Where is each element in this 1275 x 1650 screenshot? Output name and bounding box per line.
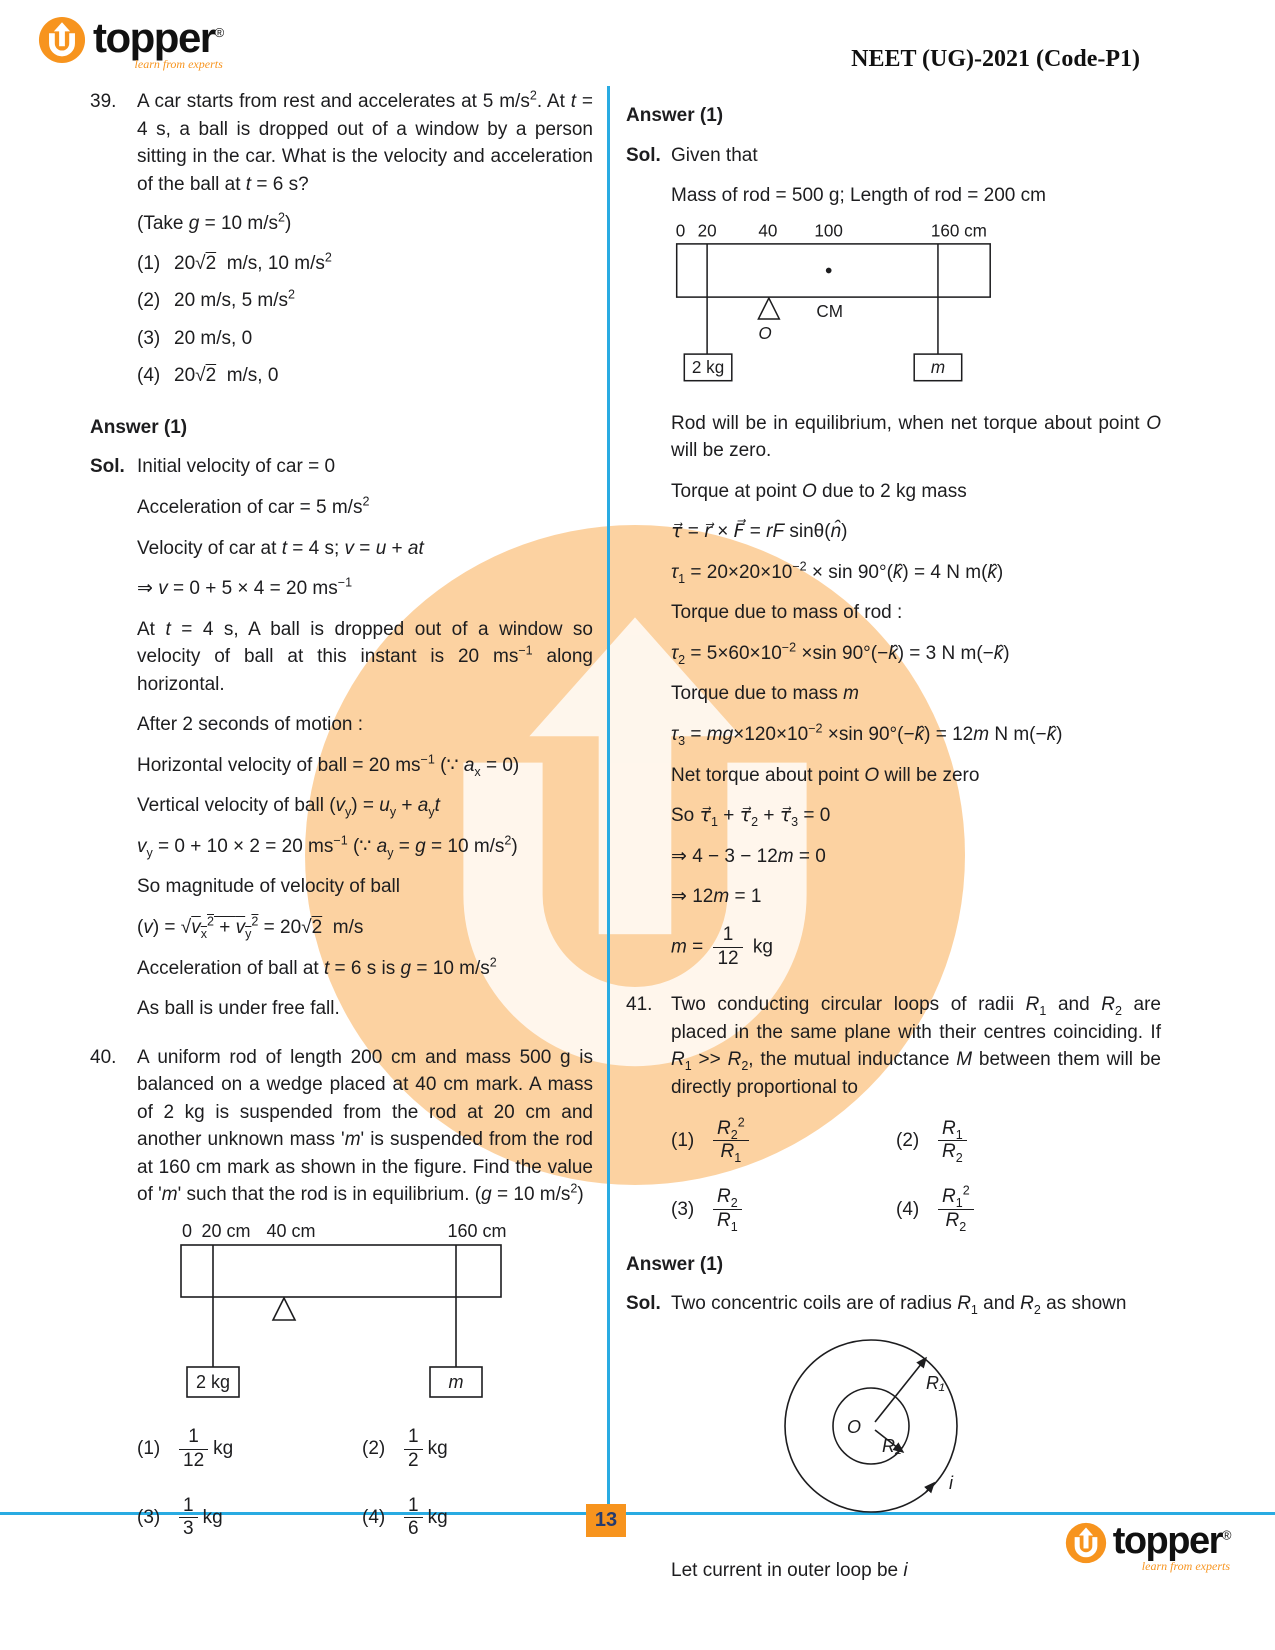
ruler-label-20: 20	[697, 222, 717, 240]
ruler-label-0: 0	[675, 222, 686, 240]
fraction	[938, 1183, 974, 1234]
sol-line: Horizontal velocity of ball = 20 $ms^{-1}$ (∵ $a_x = 0$)	[137, 752, 520, 779]
question-40-number: 40.	[90, 1046, 117, 1068]
logo-wordmark	[93, 16, 223, 60]
current-direction-arrow	[926, 1483, 934, 1492]
option-text: 20 m/s, 0	[174, 327, 253, 349]
option-number: (1)	[671, 1130, 695, 1152]
ruler-label-40cm: 40 cm	[266, 1220, 316, 1241]
sol-line: Acceleration of car = 5 $m/s^2$	[137, 494, 370, 519]
current-label-i: i	[949, 1472, 953, 1493]
fraction-numerator: $R_1^2$	[938, 1186, 974, 1210]
footer-topper-logo	[1065, 1522, 1230, 1575]
question-41-option-4	[896, 1183, 1161, 1234]
fraction-denominator: 3	[183, 1518, 194, 1540]
fraction	[404, 1495, 423, 1542]
concentric-loops-figure	[776, 1331, 1006, 1541]
sol-line: Rod will be in equilibrium, when net torque about point O will be zero.	[671, 412, 1161, 462]
page-number-badge: 13	[586, 1504, 626, 1537]
sol-line: At t = 4 s, A ball is dropped out of a window so velocity of ball at this instant is 20 $ms^{-1}$ along horizontal.	[137, 618, 593, 695]
option-text: 20√2 m/s, 10 $m/s^2$	[174, 250, 332, 274]
sol-line: ⇒ 12m = 1	[671, 886, 762, 908]
column-divider	[607, 86, 610, 1512]
option-text: 20√2 m/s, 0	[174, 365, 279, 387]
option-text: 20 m/s, 5 $m/s^2$	[174, 287, 296, 312]
sol-label: Sol.	[90, 456, 125, 478]
fraction	[938, 1118, 967, 1165]
question-39-option-3	[137, 325, 593, 353]
wedge-icon	[758, 298, 779, 319]
fraction-denominator: $R_1$	[720, 1141, 742, 1166]
logo-text-wrap	[1113, 1522, 1230, 1575]
fraction-denominator: 12	[183, 1449, 205, 1471]
rod-figure-solution	[671, 223, 1051, 394]
question-39-option-1	[137, 250, 593, 278]
sol-equation: τ⃗ = r⃗ × F⃗ = rF sinθ(n̂)	[671, 521, 848, 543]
ruler-label-160cm: 160 cm	[930, 222, 987, 240]
question-39-number: 39.	[90, 91, 117, 112]
sol-equation: $\tau_1 = 20\times 20\times 10^{-2} \times \sin$ 90°(k̂) = 4 N m(k̂)	[671, 559, 1004, 586]
right-column	[626, 88, 1161, 1605]
logo-text-wrap	[93, 16, 223, 73]
option-number: (3)	[137, 1507, 161, 1529]
question-40-answer: Answer (1)	[626, 105, 724, 126]
sol-line: Initial velocity of car = 0	[137, 456, 336, 478]
sol-line: $v_y = 0 + 10 \times 2 = 20$ $ms^{-1}$ (∵ $a_y = g = 10$ $m/s^2$)	[137, 833, 518, 860]
question-41-option-3	[671, 1186, 896, 1233]
topper-u-logo-icon	[38, 16, 86, 64]
question-40-option-2	[362, 1426, 593, 1473]
option-number: (4)	[137, 365, 161, 387]
centre-label-O: O	[846, 1416, 862, 1437]
question-41-text: Two conducting circular loops of radii $R_1$ and $R_2$ are placed in the same plane with their centres coinciding. If $R_1 >> R_2$, the mutual inductance M between them will be directly proportional to	[671, 994, 1161, 1098]
ruler-label-40: 40	[758, 222, 778, 240]
sol-line: So magnitude of velocity of ball	[137, 876, 400, 898]
registered-mark: ®	[1221, 1527, 1230, 1543]
rod	[677, 244, 991, 297]
question-40-option-1	[137, 1426, 362, 1473]
sol-equation: So $\tau⃗_1$ + $\tau⃗_2$ + $\tau⃗_3 = 0$	[671, 805, 831, 829]
question-40-solution	[626, 142, 1161, 984]
radius-label-R2: R₂	[882, 1435, 902, 1456]
pivot-label-O: O	[758, 323, 772, 343]
mass-label-m: m	[930, 357, 946, 377]
question-39-text: A car starts from rest and accelerates at 5 $m/s^2$. At t = 4 s, a ball is dropped out of a window by a person sitting in the car. What is the velocity and acceleration of the ball at t = 6 s?	[137, 88, 593, 195]
question-40	[90, 1044, 593, 1545]
fraction-denominator: 6	[408, 1518, 419, 1540]
fraction	[404, 1426, 423, 1473]
sol-equation: $\tau_2 = 5\times 60\times 10^{-2} \times\sin$ 90°(−k̂) = 3 N m(−k̂)	[671, 640, 1010, 667]
ruler-label-160cm: 160 cm	[447, 1220, 507, 1241]
sol-line: Mass of rod = 500 g; Length of rod = 200 cm	[671, 185, 1046, 207]
question-41-option-2	[896, 1118, 1161, 1165]
sol-equation: m = $\frac{1}{12}$ kg	[671, 923, 773, 969]
fraction	[713, 1115, 749, 1166]
sol-line: Acceleration of ball at t = 6 s is g = 10 $m/s^2$	[137, 955, 497, 979]
question-41	[626, 991, 1161, 1236]
wedge-icon	[273, 1298, 295, 1320]
option-number: (2)	[137, 290, 161, 312]
option-number: (1)	[137, 1438, 161, 1460]
question-39-solution	[90, 453, 593, 1035]
sol-line: Given that	[671, 144, 758, 166]
sol-equation: $\tau_3 = mg\times 120\times 10^{-2} \times\sin$ 90°(−k̂) = 12m N m(−k̂)	[671, 721, 1063, 748]
fraction-denominator: $R_1$	[717, 1209, 738, 1234]
fraction-numerator: 1	[404, 1495, 423, 1519]
mass-label-m: m	[448, 1371, 464, 1392]
logo-wordmark	[1113, 1522, 1230, 1562]
mass-label-2kg: 2 kg	[195, 1371, 231, 1392]
sol-label: Sol.	[626, 144, 661, 166]
question-40-text: A uniform rod of length 200 cm and mass 500 g is balanced on a wedge placed at 40 cm mark. A mass of 2 kg is suspended from the rod at 20 cm and another unknown mass 'm' is suspended from the rod at 160 cm mark as shown in the figure. Find the value of 'm' such that the rod is in equilibrium. (g = 10 $m/s^2$)	[137, 1046, 593, 1206]
sol-line: Torque at point O due to 2 kg mass	[671, 480, 967, 502]
brand-name: topper	[93, 14, 215, 61]
fraction	[179, 1495, 198, 1542]
fraction-numerator: 1	[179, 1426, 208, 1450]
option-number: (3)	[671, 1198, 695, 1220]
option-unit: kg	[213, 1438, 234, 1460]
question-41-option-1	[671, 1115, 896, 1166]
fraction-denominator: 2	[408, 1449, 419, 1471]
option-number: (1)	[137, 252, 161, 274]
ruler-label-20cm: 20 cm	[201, 1220, 251, 1241]
fraction-numerator: 1	[404, 1426, 423, 1450]
question-41-options	[671, 1114, 1161, 1237]
fraction	[713, 1186, 742, 1233]
fraction	[179, 1426, 208, 1473]
question-41-answer: Answer (1)	[626, 1253, 724, 1275]
radius-label-R1: R₁	[926, 1372, 945, 1393]
option-number: (4)	[362, 1507, 386, 1529]
question-39-option-4	[137, 362, 593, 390]
sol-line: After 2 seconds of motion :	[137, 714, 364, 736]
question-39	[90, 88, 593, 400]
sol-line: Two concentric coils are of radius $R_1$ and $R_2$ as shown	[671, 1293, 1127, 1318]
brand-tagline: learn from experts	[134, 57, 223, 72]
question-41-number: 41.	[626, 994, 653, 1016]
sol-line: Let current in outer loop be i	[671, 1559, 908, 1581]
topper-logo	[38, 16, 223, 73]
centre-of-mass-dot	[826, 267, 832, 273]
sol-line: As ball is under free fall.	[137, 998, 340, 1020]
question-39-answer: Answer (1)	[90, 416, 188, 438]
sol-line: Vertical velocity of ball $(v_y) = u_y + a_yt$	[137, 795, 440, 820]
ruler-label-0: 0	[181, 1220, 193, 1241]
exam-title: NEET (UG)-2021 (Code-P1)	[851, 46, 1140, 72]
question-39-given: (Take g = 10 $m/s^2$)	[137, 210, 292, 235]
cm-label: CM	[816, 301, 843, 321]
topper-u-logo-icon	[1065, 1522, 1107, 1564]
question-40-option-4	[362, 1495, 593, 1542]
fraction-denominator: $R_2$	[942, 1141, 963, 1166]
page-header	[0, 12, 1275, 90]
option-unit: kg	[427, 1507, 448, 1529]
question-40-option-3	[137, 1495, 362, 1542]
mass-label-2kg: 2 kg	[691, 357, 725, 377]
question-39-option-2	[137, 287, 593, 315]
sol-line: ⇒ v = 0 + 5 × 4 = 20 $ms^{-1}$	[137, 575, 353, 600]
fraction-numerator: $R_1$	[938, 1118, 967, 1142]
option-unit: kg	[202, 1507, 223, 1529]
sol-line: Torque due to mass of rod :	[671, 602, 903, 624]
left-column	[90, 88, 593, 1545]
fraction-numerator: $R_2^2$	[713, 1118, 749, 1142]
fraction-denominator: $R_2$	[945, 1209, 967, 1234]
rod	[181, 1245, 501, 1297]
option-number: (2)	[896, 1130, 920, 1152]
ruler-label-100: 100	[814, 222, 843, 240]
fraction-numerator: 1	[179, 1495, 198, 1519]
rod-figure-question	[179, 1221, 514, 1406]
brand-name: topper	[1112, 1520, 1222, 1562]
option-unit: kg	[427, 1438, 448, 1460]
question-40-options	[137, 1422, 593, 1545]
option-number: (2)	[362, 1438, 386, 1460]
sol-label: Sol.	[626, 1293, 661, 1315]
option-number: (3)	[137, 327, 161, 349]
sol-line: Net torque about point O will be zero	[671, 764, 980, 786]
fraction-numerator: $R_2$	[713, 1186, 742, 1210]
sol-equation: $(v) = √v_x^2 + v_y^2 = 20√2$ m/s	[137, 914, 364, 941]
option-number: (4)	[896, 1198, 920, 1220]
registered-mark: ®	[214, 25, 223, 40]
sol-line: Torque due to mass m	[671, 683, 859, 705]
sol-line: Velocity of car at t = 4 s; v = u + at	[137, 537, 424, 559]
brand-tagline: learn from experts	[1141, 1558, 1230, 1573]
sol-line: ⇒ 4 − 3 − 12m = 0	[671, 845, 826, 867]
